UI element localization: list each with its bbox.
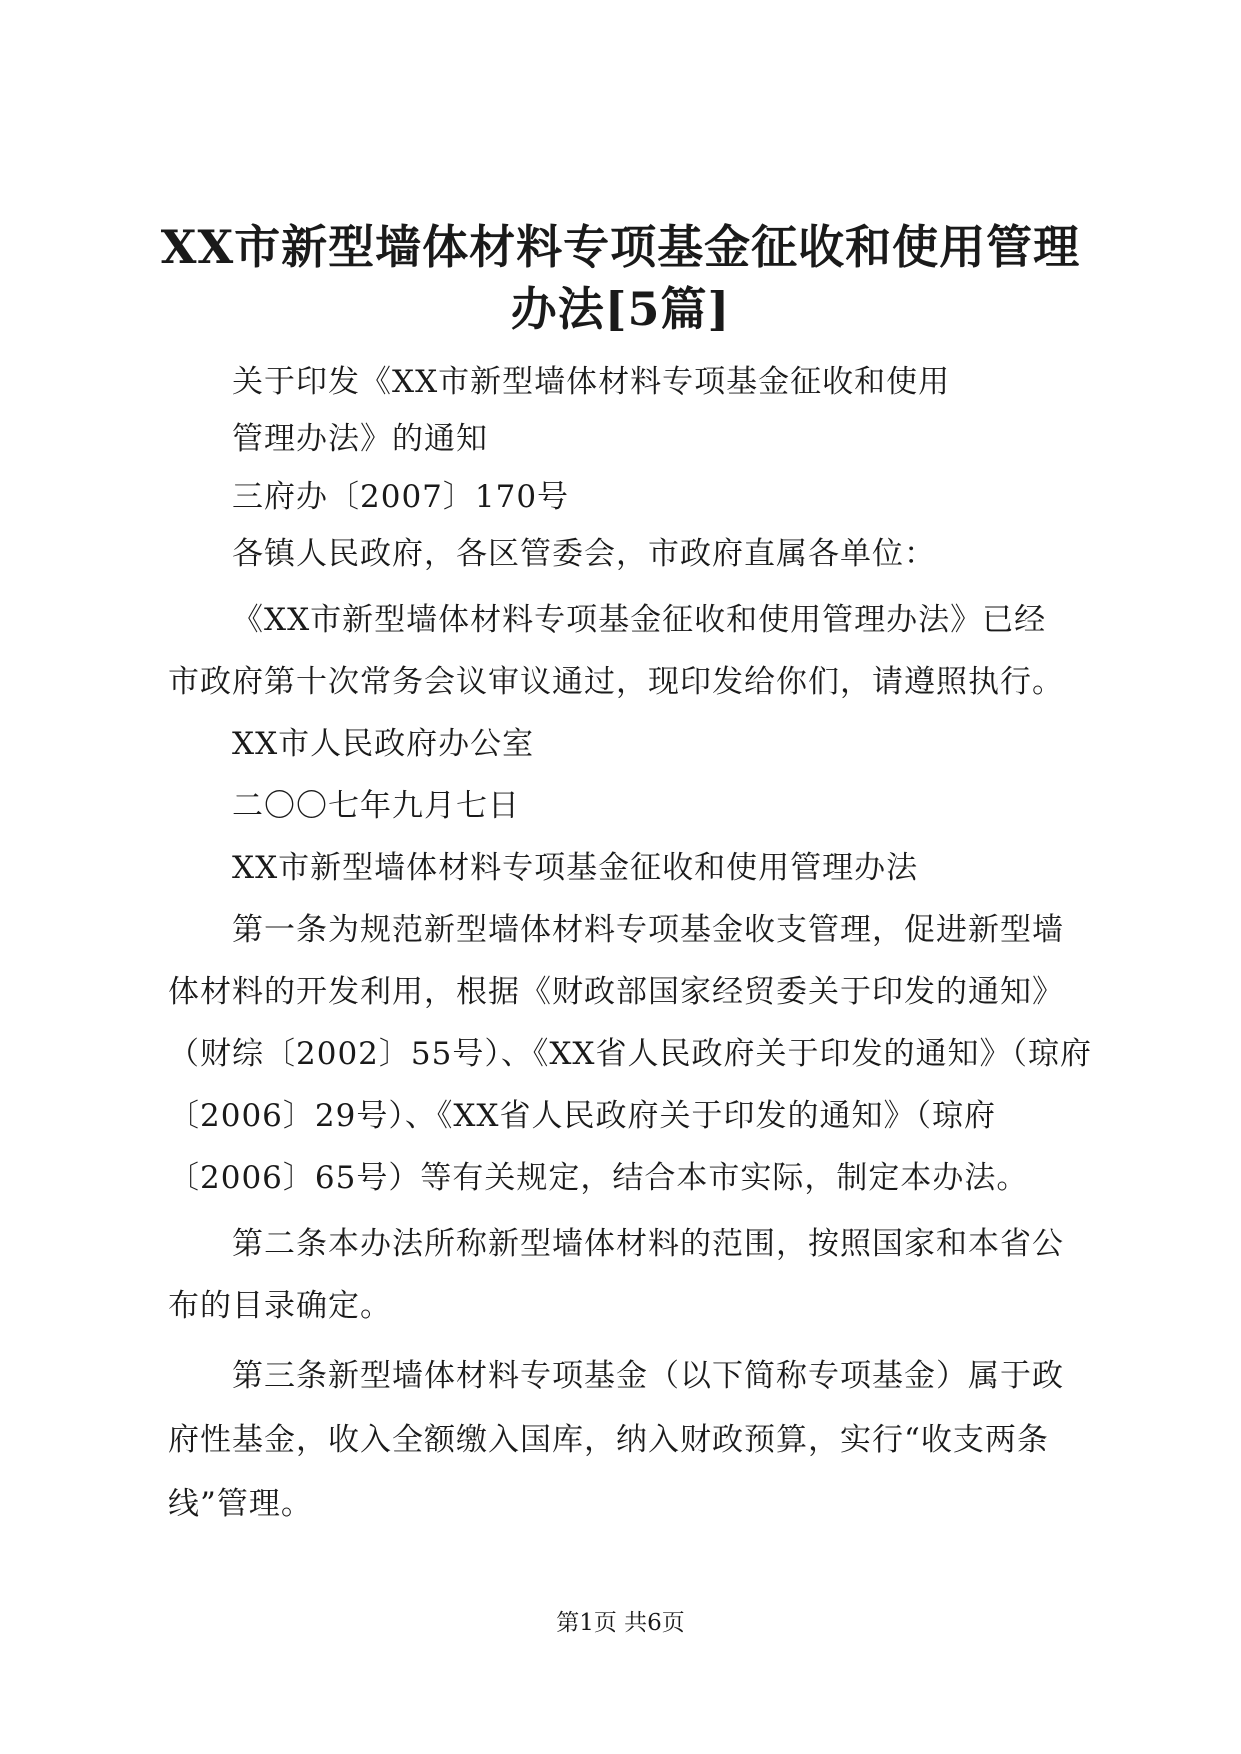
recipients: 各镇人民政府，各区管委会，市政府直属各单位： <box>232 536 936 572</box>
document-title-line-2: 办法[5篇] <box>510 282 731 336</box>
regulation-title: XX市新型墙体材料专项基金征收和使用管理办法 <box>232 850 919 886</box>
article-1-line: （财综〔2002〕55号）、《XX省人民政府关于印发的通知》（琼府 <box>168 1036 1092 1072</box>
issuer: XX市人民政府办公室 <box>232 726 535 762</box>
body-line: 《XX市新型墙体材料专项基金征收和使用管理办法》已经 <box>232 602 1047 638</box>
issue-date: 二〇〇七年九月七日 <box>232 788 520 824</box>
page-number-footer: 第1页 共6页 <box>556 1610 685 1636</box>
document-number: 三府办〔2007〕170号 <box>232 479 570 515</box>
notice-title-line-1: 关于印发《XX市新型墙体材料专项基金征收和使用 <box>232 364 951 400</box>
article-3-line: 第三条新型墙体材料专项基金（以下简称专项基金）属于政 <box>232 1358 1064 1394</box>
article-2-line: 第二条本办法所称新型墙体材料的范围，按照国家和本省公 <box>232 1226 1064 1262</box>
article-1-line: 体材料的开发利用，根据《财政部国家经贸委关于印发的通知》 <box>168 974 1064 1010</box>
article-1-line: 第一条为规范新型墙体材料专项基金收支管理，促进新型墙 <box>232 912 1064 948</box>
article-3-line: 府性基金，收入全额缴入国库，纳入财政预算，实行“收支两条 <box>168 1422 1049 1458</box>
article-3-line: 线”管理。 <box>168 1486 313 1522</box>
document-title-line-1: XX市新型墙体材料专项基金征收和使用管理 <box>160 220 1081 274</box>
article-1-line: 〔2006〕29号）、《XX省人民政府关于印发的通知》（琼府 <box>168 1098 996 1134</box>
article-1-line: 〔2006〕65号）等有关规定，结合本市实际，制定本办法。 <box>168 1160 1029 1196</box>
body-line: 市政府第十次常务会议审议通过，现印发给你们，请遵照执行。 <box>168 664 1064 700</box>
article-2-line: 布的目录确定。 <box>168 1288 392 1324</box>
notice-title-line-2: 管理办法》的通知 <box>232 421 488 457</box>
